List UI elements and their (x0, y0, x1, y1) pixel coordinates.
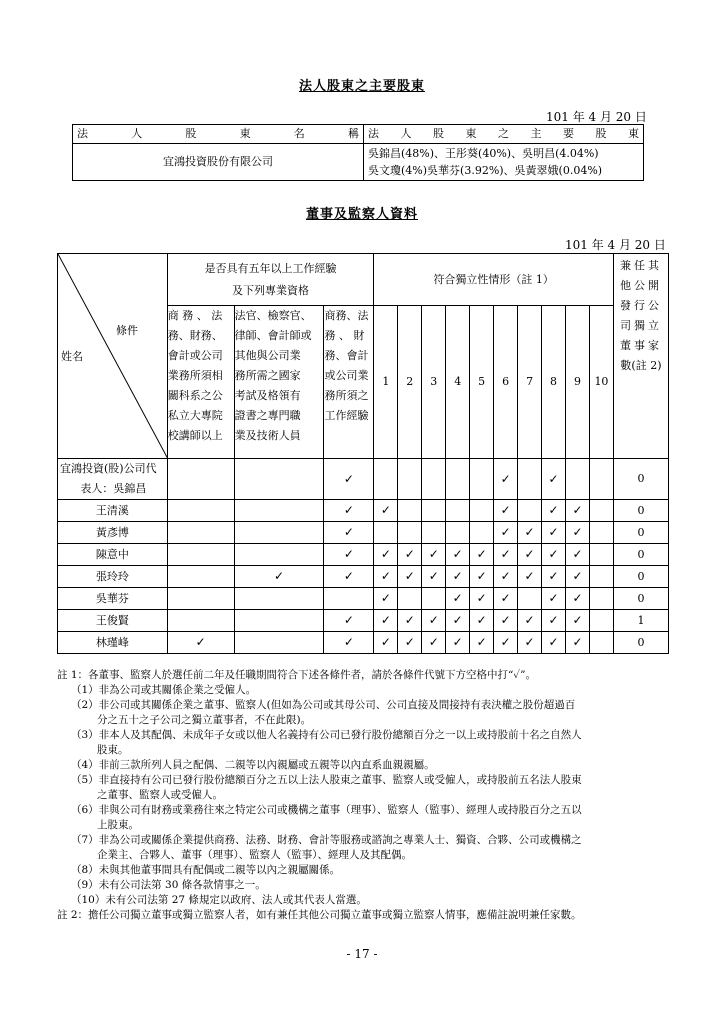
independence-check-3 (422, 500, 446, 522)
director-table (57, 253, 669, 654)
header-legal-shareholder: 法 人 股 東 名 稱 (73, 125, 364, 144)
independence-check-2 (398, 459, 422, 500)
note-line: 註 1：各董事、監察人於選任前二年及任職期間符合下述各條件者，請於各條件代號下方空格中打“✓”。 (57, 669, 537, 681)
col-academic-line: 務、財務、 (167, 329, 223, 342)
independence-check-3 (422, 459, 446, 500)
corner-cell (58, 254, 168, 459)
independence-check-2: ✓ (398, 610, 422, 632)
col-academic-line: 校講師以上 (167, 429, 223, 442)
qualification-check-c: ✓ (324, 632, 374, 654)
independence-check-3: ✓ (422, 566, 446, 588)
table-row (58, 566, 669, 588)
qualification-check-c: ✓ (324, 544, 374, 566)
qualification-check-c: ✓ (324, 500, 374, 522)
col-academic-line: 關科系之公 (167, 389, 223, 402)
independence-check-7 (518, 588, 542, 610)
director-name: 陳意中 (58, 544, 168, 566)
qualification-check-b (234, 544, 324, 566)
qualification-check-a: ✓ (167, 632, 234, 654)
indep-col-6: 6 (494, 306, 518, 459)
note-line: 企業主、合夥人、董事（理事）、監察人（監事）、經理人及其配偶。 (97, 849, 412, 861)
col-professional-line: 法官、檢察官、 (234, 309, 312, 322)
director-name (58, 459, 168, 500)
qualification-check-c: ✓ (324, 522, 374, 544)
independence-check-3: ✓ (422, 632, 446, 654)
notes (57, 668, 677, 923)
independence-check-2 (398, 522, 422, 544)
col-academic-line: 會計或公司 (167, 349, 223, 362)
independence-check-5 (470, 459, 494, 500)
independence-check-8: ✓ (542, 459, 566, 500)
independence-check-6: ✓ (494, 632, 518, 654)
independence-check-5: ✓ (470, 566, 494, 588)
independence-check-6: ✓ (494, 522, 518, 544)
independence-check-4 (446, 522, 470, 544)
independence-check-1: ✓ (374, 632, 398, 654)
col-professional-line: 業及技術人員 (234, 429, 301, 442)
table-row (58, 632, 669, 654)
independence-check-5 (470, 522, 494, 544)
independence-check-8: ✓ (542, 544, 566, 566)
independence-check-3 (422, 588, 446, 610)
director-name: 張玲玲 (58, 566, 168, 588)
independence-check-4 (446, 500, 470, 522)
date-2: 101 年 4 月 20 日 (565, 238, 666, 252)
concurrent-header-line: 數(註 2) (620, 359, 662, 372)
independence-check-2: ✓ (398, 566, 422, 588)
independence-check-5: ✓ (470, 544, 494, 566)
concurrent-count: 0 (613, 588, 668, 610)
qualification-check-a (167, 610, 234, 632)
independence-check-9: ✓ (566, 500, 590, 522)
independence-check-6: ✓ (494, 459, 518, 500)
independence-check-1 (374, 459, 398, 500)
note-line: （8）未與其他董事間具有配偶或二親等以內之親屬關係。 (71, 864, 341, 876)
indep-col-2: 2 (398, 306, 422, 459)
qualification-check-c (324, 588, 374, 610)
independence-check-6: ✓ (494, 610, 518, 632)
independence-check-7: ✓ (518, 610, 542, 632)
independence-check-2 (398, 588, 422, 610)
director-name: 王俊賢 (58, 610, 168, 632)
shareholder-list (364, 144, 644, 181)
independence-check-10 (589, 632, 613, 654)
note-line: 分之五十之子公司之獨立董事者，不在此限)。 (97, 714, 312, 726)
note-line: （1）非為公司或其關係企業之受僱人。 (71, 684, 257, 696)
qualification-check-b: ✓ (234, 566, 324, 588)
independence-check-6: ✓ (494, 500, 518, 522)
note-line: （3）非本人及其配偶、未成年子女或以他人名義持有公司已發行股份總額百分之一以上或持股前十名之自然人 (71, 729, 582, 741)
company-name: 宜鴻投資股份有限公司 (73, 144, 364, 181)
independence-check-7: ✓ (518, 544, 542, 566)
qualification-check-a (167, 459, 234, 500)
qualification-check-b (234, 459, 324, 500)
col-work-line: 務 、 財 (324, 329, 365, 342)
col-work-experience (324, 306, 374, 459)
concurrent-header (613, 254, 668, 459)
indep-col-4: 4 (446, 306, 470, 459)
director-name-line: 宜鴻投資(股)公司代 (60, 462, 157, 475)
qualification-check-a (167, 522, 234, 544)
independence-check-9: ✓ (566, 588, 590, 610)
independence-check-4: ✓ (446, 588, 470, 610)
independence-check-2: ✓ (398, 544, 422, 566)
director-name-line: 表人：吳錦昌 (80, 482, 147, 495)
independence-check-4: ✓ (446, 632, 470, 654)
independence-check-8: ✓ (542, 566, 566, 588)
independence-check-8: ✓ (542, 522, 566, 544)
table-row (58, 610, 669, 632)
col-work-line: 務所須之 (324, 389, 369, 402)
independence-check-4 (446, 459, 470, 500)
concurrent-count: 0 (613, 544, 668, 566)
corner-name: 姓名 (61, 350, 83, 363)
title-directors: 董事及監察人資料 (305, 207, 418, 222)
concurrent-count: 0 (613, 632, 668, 654)
concurrent-header-line: 他公開 (619, 279, 662, 292)
concurrent-header-line: 董事家 (619, 339, 662, 352)
independence-check-1: ✓ (374, 610, 398, 632)
col-academic-line: 私立大專院 (167, 409, 223, 422)
independence-check-1: ✓ (374, 500, 398, 522)
experience-header-line: 是否具有五年以上工作經驗 (204, 261, 337, 275)
qualification-check-a (167, 500, 234, 522)
qualification-check-c: ✓ (324, 459, 374, 500)
indep-col-5: 5 (470, 306, 494, 459)
independence-check-10 (589, 544, 613, 566)
qualification-check-a (167, 566, 234, 588)
note-line: 股東。 (97, 744, 129, 756)
independence-check-5: ✓ (470, 610, 494, 632)
independence-check-10 (589, 566, 613, 588)
note-line: （4）非前三款所列人員之配偶、二親等以內親屬或五親等以內直系血親親屬。 (71, 759, 435, 771)
independence-check-3: ✓ (422, 544, 446, 566)
col-academic (167, 306, 234, 459)
note-line: （10）未有公司法第 27 條規定以政府、法人或其代表人當選。 (71, 894, 367, 906)
shareholder-line: 吳文瓊(4%)吳華芬(3.92%)、吳黃翠娥(0.04%) (368, 164, 603, 177)
shareholder-line: 吳錦昌(48%)、王彤葵(40%)、吳明昌(4.04%) (368, 147, 599, 160)
director-name: 王清溪 (58, 500, 168, 522)
independence-check-10 (589, 500, 613, 522)
concurrent-count: 0 (613, 522, 668, 544)
indep-col-3: 3 (422, 306, 446, 459)
col-academic-line: 商 務 、 法 (167, 309, 223, 322)
table-row (58, 459, 669, 500)
indep-col-7: 7 (518, 306, 542, 459)
qualification-check-b (234, 522, 324, 544)
independence-check-9: ✓ (566, 566, 590, 588)
experience-header (167, 254, 374, 306)
col-professional-line: 務所需之國家 (234, 369, 301, 382)
col-professional-line: 其他與公司業 (234, 349, 301, 362)
concurrent-header-line: 發行公 (619, 299, 662, 312)
independence-header: 符合獨立性情形（註 1） (374, 254, 614, 306)
qualification-check-b (234, 610, 324, 632)
independence-check-6: ✓ (494, 588, 518, 610)
qualification-check-a (167, 544, 234, 566)
independence-check-4: ✓ (446, 544, 470, 566)
note-line: 上股東。 (97, 819, 139, 831)
note-line: （5）非直接持有公司已發行股份總額百分之五以上法人股東之董事、監察人或受僱人，或持股前五名法人股東 (71, 774, 582, 786)
independence-check-9: ✓ (566, 544, 590, 566)
independence-check-5: ✓ (470, 588, 494, 610)
independence-check-7: ✓ (518, 566, 542, 588)
independence-check-5 (470, 500, 494, 522)
independence-check-1 (374, 522, 398, 544)
indep-col-10: 10 (589, 306, 613, 459)
qualification-check-c: ✓ (324, 610, 374, 632)
note-line: （2）非公司或其關係企業之董事、監察人(但如為公司或其母公司、公司直接及間接持有表決權之股份超過百 (71, 699, 576, 711)
concurrent-count: 0 (613, 500, 668, 522)
independence-check-7 (518, 459, 542, 500)
independence-check-10 (589, 459, 613, 500)
table-row (58, 544, 669, 566)
qualification-check-b (234, 500, 324, 522)
independence-check-8: ✓ (542, 610, 566, 632)
independence-check-9 (566, 459, 590, 500)
independence-check-6: ✓ (494, 544, 518, 566)
concurrent-count: 0 (613, 566, 668, 588)
independence-check-1: ✓ (374, 566, 398, 588)
corner-condition: 條件 (116, 324, 138, 337)
director-name: 吳華芬 (58, 588, 168, 610)
date-1: 101 年 4 月 20 日 (546, 110, 647, 124)
col-academic-line: 業務所須相 (167, 369, 223, 382)
experience-header-line: 及下列專業資格 (232, 283, 310, 297)
independence-check-3: ✓ (422, 610, 446, 632)
concurrent-count: 1 (613, 610, 668, 632)
col-professional-line: 律師、會計師或 (234, 329, 312, 342)
indep-col-9: 9 (566, 306, 590, 459)
note-line: （6）非與公司有財務或業務往來之特定公司或機構之董事（理事）、監察人（監事）、經理人或持股百分之五以 (71, 804, 582, 816)
table-row (58, 500, 669, 522)
note-line: 註 2：擔任公司獨立董事或獨立監察人者，如有兼任其他公司獨立董事或獨立監察人情事，應備註說明兼任家數。 (57, 909, 582, 921)
col-work-line: 務、會計 (324, 349, 369, 362)
independence-check-1: ✓ (374, 544, 398, 566)
note-line: （7）非為公司或關係企業提供商務、法務、財務、會計等服務或諮詢之專業人士、獨資、合夥、公司或機構之 (71, 834, 582, 846)
title-major-shareholders: 法人股東之主要股東 (298, 79, 425, 94)
qualification-check-b (234, 632, 324, 654)
independence-check-4: ✓ (446, 566, 470, 588)
independence-check-6: ✓ (494, 566, 518, 588)
concurrent-count: 0 (613, 459, 668, 500)
independence-check-2 (398, 500, 422, 522)
note-line: 之董事、監察人或受僱人。 (97, 789, 223, 801)
independence-check-10 (589, 588, 613, 610)
qualification-check-b (234, 588, 324, 610)
independence-check-10 (589, 610, 613, 632)
independence-check-1: ✓ (374, 588, 398, 610)
table-row (58, 588, 669, 610)
independence-check-7: ✓ (518, 522, 542, 544)
independence-check-4: ✓ (446, 610, 470, 632)
col-professional (234, 306, 324, 459)
concurrent-header-line: 司獨立 (619, 319, 662, 332)
header-major-shareholders: 法 人 股 東 之 主 要 股 東 (364, 125, 644, 144)
qualification-check-c: ✓ (324, 566, 374, 588)
independence-check-2: ✓ (398, 632, 422, 654)
independence-check-8: ✓ (542, 500, 566, 522)
independence-check-8: ✓ (542, 588, 566, 610)
independence-check-3 (422, 522, 446, 544)
independence-check-10 (589, 522, 613, 544)
col-work-line: 或公司業 (324, 369, 369, 382)
major-shareholder-table (72, 124, 644, 181)
independence-check-7 (518, 500, 542, 522)
note-line: （9）未有公司法第 30 條各款情事之一。 (71, 879, 266, 891)
independence-check-5: ✓ (470, 632, 494, 654)
table-row (58, 522, 669, 544)
page-number: - 17 - (346, 947, 378, 961)
col-work-line: 工作經驗 (324, 409, 369, 422)
col-professional-line: 證書之專門職 (234, 409, 301, 422)
indep-col-1: 1 (374, 306, 398, 459)
independence-check-7: ✓ (518, 632, 542, 654)
director-name: 林瑾峰 (58, 632, 168, 654)
col-professional-line: 考試及格領有 (234, 389, 301, 402)
concurrent-header-line: 兼任其 (619, 259, 662, 272)
independence-check-9: ✓ (566, 522, 590, 544)
independence-check-9: ✓ (566, 610, 590, 632)
indep-col-8: 8 (542, 306, 566, 459)
independence-check-8: ✓ (542, 632, 566, 654)
director-name: 黃彥博 (58, 522, 168, 544)
independence-check-9: ✓ (566, 632, 590, 654)
col-work-line: 商務、法 (324, 309, 369, 322)
qualification-check-a (167, 588, 234, 610)
